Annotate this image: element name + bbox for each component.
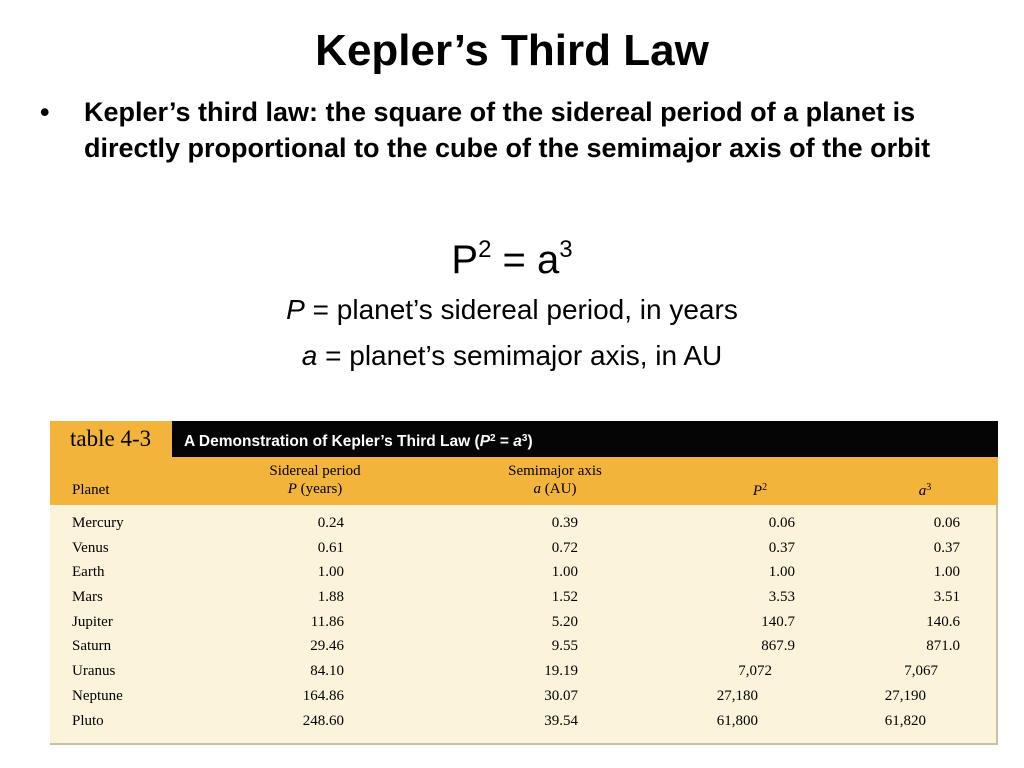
cell-period: 84.10 [310,663,344,680]
cell-planet: Uranus [72,663,116,680]
cell-period: 0.61 [317,539,344,556]
cell-period: 164.86 [302,687,344,704]
table-column-headers [50,457,998,505]
table-row [50,636,998,661]
table-header-bar [50,421,998,457]
cell-a3: 27,190 [884,687,926,704]
cell-period: 11.86 [310,613,344,630]
column-header-p2-var: P [752,483,763,499]
definition-period-text: = planet’s sidereal period, in years [304,294,738,325]
cell-p2: 0.37 [768,539,795,556]
cell-a3: 140.6 [926,613,960,630]
cell-axis: 1.00 [551,564,578,581]
cell-axis: 19.19 [544,663,578,680]
cell-planet: Jupiter [72,613,113,630]
column-header-a3-exp: 3 [926,482,932,493]
table-title [184,421,533,457]
column-header-period-line2 [240,480,390,498]
cell-a3: 0.37 [933,539,960,556]
cell-axis: 5.20 [551,613,578,630]
bullet-point [40,94,980,166]
column-header-period [240,462,390,498]
cell-planet: Pluto [72,712,104,729]
table-row [50,538,998,563]
cell-period: 1.00 [317,564,344,581]
cell-p2: 1.00 [768,564,795,581]
cell-a3: 7,067 [904,663,938,680]
column-header-a3 [905,479,945,500]
bullet-text: Kepler’s third law: the square of the sidereal period of a planet is directly proportional to the cube of the semimajor axis of the orbit [84,97,931,163]
cell-a3: 1.00 [933,564,960,581]
definition-period [0,294,1024,326]
table-row [50,612,998,637]
column-header-a3-var: a [918,483,927,499]
table-title-p: P [479,433,491,450]
cell-period: 1.88 [317,589,344,606]
formula-a: a [537,238,560,282]
kepler-table [50,421,998,745]
formula-equals: = [491,238,538,282]
cell-planet: Earth [72,564,105,581]
definition-period-var: P [286,294,305,325]
table-title-prefix: A Demonstration of Kepler’s Third Law ( [184,433,480,450]
cell-axis: 0.72 [551,539,578,556]
cell-a3: 0.06 [933,515,960,531]
bullet-marker: • [40,97,50,127]
cell-planet: Saturn [72,638,112,655]
column-header-period-line1: Sidereal period [269,463,361,479]
slide-title: Kepler’s Third Law [315,26,709,75]
column-header-axis-line1: Semimajor axis [508,463,602,479]
cell-planet: Neptune [72,687,123,704]
cell-axis: 30.07 [544,687,578,704]
cell-period: 0.24 [317,515,344,531]
column-header-p2 [740,479,780,500]
column-header-axis-line2 [480,480,630,498]
formula-p-exponent: 2 [478,236,492,263]
cell-planet: Mercury [72,515,124,531]
formula-p: P [451,238,479,282]
column-header-period-var: P [287,481,297,497]
column-header-axis [480,462,630,498]
definition-axis [0,340,1024,372]
table-title-eq: = [495,433,514,450]
table-row [50,661,998,686]
column-header-planet: Planet [72,482,110,498]
cell-p2: 0.06 [768,515,795,531]
cell-planet: Mars [72,589,103,606]
table-tag-divider [170,421,172,457]
definition-axis-text: = planet’s semimajor axis, in AU [317,340,723,371]
table-title-a-exp: 3 [521,433,528,444]
cell-a3: 61,820 [884,712,926,729]
table-title-a: a [513,433,522,450]
cell-period: 248.60 [302,712,344,729]
cell-a3: 3.51 [933,589,960,606]
cell-period: 29.46 [310,638,344,655]
table-row [50,686,998,711]
cell-p2: 3.53 [768,589,795,606]
table-tag: table 4-3 [50,421,170,457]
table-row [50,562,998,587]
table-title-p-exp: 2 [490,433,496,444]
cell-p2: 140.7 [761,613,795,630]
table-row [50,711,998,736]
table-row [50,587,998,612]
cell-a3: 871.0 [926,638,960,655]
formula-a-exponent: 3 [559,236,573,263]
table-title-suffix: ) [527,433,533,450]
cell-axis: 39.54 [544,712,578,729]
cell-planet: Venus [72,539,109,556]
definition-axis-var: a [301,340,318,371]
cell-axis: 0.39 [551,515,578,531]
table-body [50,513,998,735]
cell-p2: 27,180 [716,687,758,704]
column-header-axis-var: a [533,481,542,497]
cell-p2: 61,800 [716,712,758,729]
cell-p2: 867.9 [761,638,795,655]
cell-p2: 7,072 [738,663,772,680]
table-row [50,513,998,538]
cell-axis: 9.55 [551,638,578,655]
cell-axis: 1.52 [551,589,578,606]
column-header-period-unit: (years) [296,481,343,497]
column-header-p2-exp: 2 [762,482,768,493]
kepler-formula [0,236,1024,283]
column-header-axis-unit: (AU) [541,481,577,497]
